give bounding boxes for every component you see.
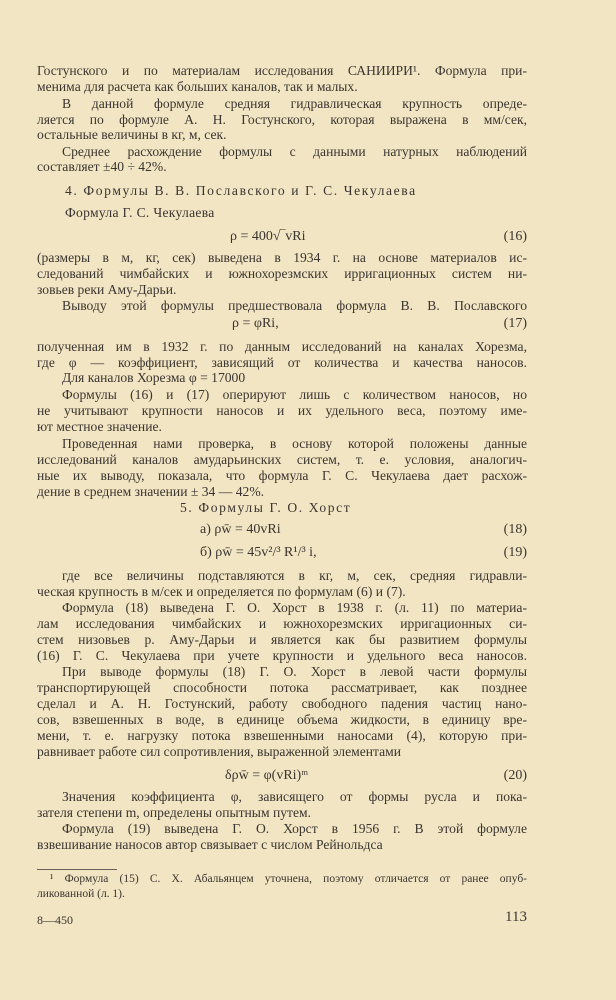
formula-number: (17) [503,316,527,331]
section-heading: 4. Формулы В. В. Пославского и Г. С. Чекулаева [65,183,417,198]
text-line: стем низовьев р. Аму-Дарьи и является как бы развитием формулы [37,632,527,647]
text-line: сов, взвешенных в воде, в единице объема жидкости, в единицу вре- [37,712,527,727]
text-line: Гостунского и по материалам исследования САНИИРИ¹. Формула при- [37,63,527,78]
text-line: Формула (19) выведена Г. О. Хорст в 1956 г. В этой формуле [62,821,527,836]
formula-number: (18) [503,522,527,537]
text-line: При выводе формулы (18) Г. О. Хорст в левой части формулы [62,664,527,679]
text-line: сделал и А. Н. Гостунский, работу свободного падения частиц нано- [37,696,527,711]
subheading: Формула Г. С. Чекулаева [65,205,215,220]
formula: δρw̄ = φ(vRi)ᵐ [225,768,309,783]
printer-signature: 8—450 [37,913,73,927]
text-line: где все величины подставляются в кг, м, сек, средняя гидравли- [62,568,527,583]
text-line: Формулы (16) и (17) оперируют лишь с количеством наносов, но [62,387,527,402]
text-line: лам исследования чимбайских и южнохорезмских ирригационных си- [37,616,527,631]
section-heading: 5. Формулы Г. О. Хорст [180,500,352,515]
text-line: ют местное значение. [37,419,162,434]
footnote-line: ¹ Формула (15) С. Х. Абальянцем уточнена, поэтому отличается от ранее опуб- [50,873,527,885]
text-line: следований чимбайских и южнохорезмских ирригационных систем ни- [37,266,527,281]
text-line: ляется по формуле А. Н. Гостунского, которая выражена в мм/сек, [37,112,527,127]
text-line: дение в среднем значении ± 34 — 42%. [37,484,265,499]
formula-number: (16) [503,229,527,244]
text-line: транспортирующей способности потока рассматривает, как позднее [37,680,527,695]
text-line: Для каналов Хорезма φ = 17000 [62,370,246,385]
formula: б) ρw̄ = 45v²/³ R¹/³ i, [200,545,317,560]
text-line: Значения коэффициента φ, зависящего от формы русла и пока- [62,789,527,804]
text-line: Выводу этой формулы предшествовала формула В. В. Пославского [62,298,527,313]
text-line: ческая крупность в м/сек и определяется по формулам (6) и (7). [37,584,406,599]
text-line: мени, т. е. нагрузку потока взвешенными наносами (4), которую при- [37,728,527,743]
text-line: Проведенная нами проверка, в основу которой положены данные [62,436,527,451]
page-number: 113 [505,909,527,925]
text-line: Среднее расхождение формулы с данными натурных наблюдений [62,144,527,159]
formula: ρ = φRi, [232,316,279,331]
text-line: менима для расчета как больших каналов, так и малых. [37,79,358,94]
text-line: составляет ±40 ÷ 42%. [37,159,167,174]
text-line: исследований каналов амударьинских систем, т. е. условия, аналогич- [37,452,527,467]
formula-number: (19) [503,545,527,560]
footnote-divider [37,869,117,870]
text-line: зателя степени m, определены опытным путем. [37,805,311,820]
text-line: Формула (18) выведена Г. О. Хорст в 1938 г. (л. 11) по материа- [62,600,527,615]
formula: ρ = 400√‾vRi [230,229,306,244]
text-line: полученная им в 1932 г. по данным исследований на каналах Хорезма, [37,339,527,354]
text-line: не учитывают крупности наносов и их удельного веса, поэтому име- [37,403,527,418]
formula-number: (20) [503,768,527,783]
text-line: равнивает работе сил сопротивления, выраженной элементами [37,744,402,759]
text-line: остальные величины в кг, м, сек. [37,127,227,142]
text-line: зовьев реки Аму-Дарьи. [37,282,177,297]
text-line: (размеры в м, кг, сек) выведена в 1934 г. на основе материалов ис- [37,250,527,265]
footnote-line: ликованной (л. 1). [37,888,125,900]
text-line: В данной формуле средняя гидравлическая крупность опреде- [62,96,527,111]
formula: а) ρw̄ = 40vRi [200,522,281,537]
text-line: взвешивание наносов автор связывает с числом Рейнольдса [37,837,383,852]
text-line: где φ — коэффициент, зависящий от количества и качества наносов. [37,355,527,370]
text-line: ные их выводу, показала, что формула Г. С. Чекулаева дает расхож- [37,468,527,483]
text-line: (16) Г. С. Чекулаева при учете крупности и удельного веса наносов. [37,648,527,663]
